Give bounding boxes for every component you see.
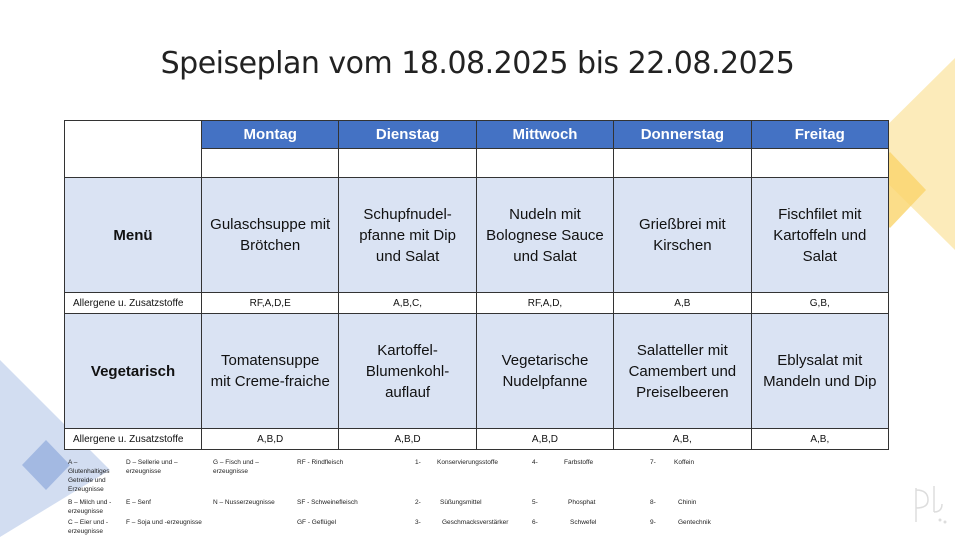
legend-num-3: 3- [415,519,421,526]
menu-cell-friday: Fischfilet mit Kartoffeln und Salat [751,178,888,293]
veg-cell-friday: Eblysalat mit Mandeln und Dip [751,314,888,429]
menu-cell-tuesday: Schupfnudel-pfanne mit Dip und Salat [339,178,476,293]
menu-table [64,120,889,450]
allergen-cell: A,B, [751,429,888,450]
legend-gf: GF - Geflügel [297,519,337,526]
legend-num-6: 6- [532,519,538,526]
legend-text-1: Konservierungsstoffe [437,459,498,466]
day-header-row [65,121,889,149]
veg-cell-monday: Tomatensuppe mit Creme-fraiche [202,314,339,429]
allergen-cell: A,B,D [202,429,339,450]
allergen-label: Allergene u. Zusatzstoffe [65,429,202,450]
blank-row [65,149,889,178]
day-header-monday: Montag [202,121,339,149]
menu-row [65,178,889,293]
menu-row-label: Menü [65,178,202,293]
allergen-cell: A,B,D [339,429,476,450]
day-header-wednesday: Mittwoch [476,121,613,149]
legend-a: A – Glutenhaltiges Getreide und Erzeugnisse [68,459,110,493]
allergen-cell: A,B,D [476,429,613,450]
legend-num-1: 1- [415,459,421,466]
menu-allergen-row [65,293,889,314]
legend-text-7: Koffein [674,459,695,466]
logo-icon [912,482,948,528]
day-header-friday: Freitag [751,121,888,149]
day-header-thursday: Donnerstag [614,121,751,149]
menu-cell-thursday: Grießbrei mit Kirschen [614,178,751,293]
legend-g: G – Fisch und – erzeugnisse [213,459,259,475]
veg-row-label: Vegetarisch [65,314,202,429]
legend-text-2: Süßungsmittel [440,499,482,506]
legend-num-7: 7- [650,459,656,466]
legend-text-6: Schwefel [570,519,597,526]
page-title: Speiseplan vom 18.08.2025 bis 22.08.2025 [160,46,795,81]
allergen-cell: A,B [614,293,751,314]
legend-text-3: Geschmacksverstärker [442,519,509,526]
veg-cell-thursday: Salatteller mit Camembert und Preiselbeeren [614,314,751,429]
veg-cell-tuesday: Kartoffel-Blumenkohl-auflauf [339,314,476,429]
menu-cell-wednesday: Nudeln mit Bolognese Sauce und Salat [476,178,613,293]
legend-num-9: 9- [650,519,656,526]
legend-n: N – Nusserzeugnisse [213,499,275,506]
allergen-cell: A,B, [614,429,751,450]
legend-text-5: Phosphat [568,499,596,506]
allergen-label: Allergene u. Zusatzstoffe [65,293,202,314]
legend-text-8: Chinin [678,499,697,506]
day-header-tuesday: Dienstag [339,121,476,149]
allergen-cell: RF,A,D, [476,293,613,314]
legend-num-8: 8- [650,499,656,506]
allergen-cell: RF,A,D,E [202,293,339,314]
allergen-cell: G,B, [751,293,888,314]
legend-sf: SF - Schweinefleisch [297,499,358,506]
veg-cell-wednesday: Vegetarische Nudelpfanne [476,314,613,429]
allergen-cell: A,B,C, [339,293,476,314]
veg-allergen-row [65,429,889,450]
legend-num-4: 4- [532,459,538,466]
legend-num-2: 2- [415,499,421,506]
veg-row [65,314,889,429]
legend-text-9: Gentechnik [678,519,711,526]
legend-d: D – Sellerie und – erzeugnisse [126,459,178,475]
legend-b: B – Milch und -erzeugnisse [68,499,112,515]
legend-e: E – Senf [126,499,151,506]
legend-c: C – Eier und -erzeugnisse [68,519,109,535]
legend-f: F – Soja und -erzeugnisse [126,519,202,526]
legend-rf: RF - Rindfleisch [297,459,344,466]
legend-text-4: Farbstoffe [564,459,594,466]
corner-cell [65,121,202,149]
menu-cell-monday: Gulaschsuppe mit Brötchen [202,178,339,293]
legend-num-5: 5- [532,499,538,506]
